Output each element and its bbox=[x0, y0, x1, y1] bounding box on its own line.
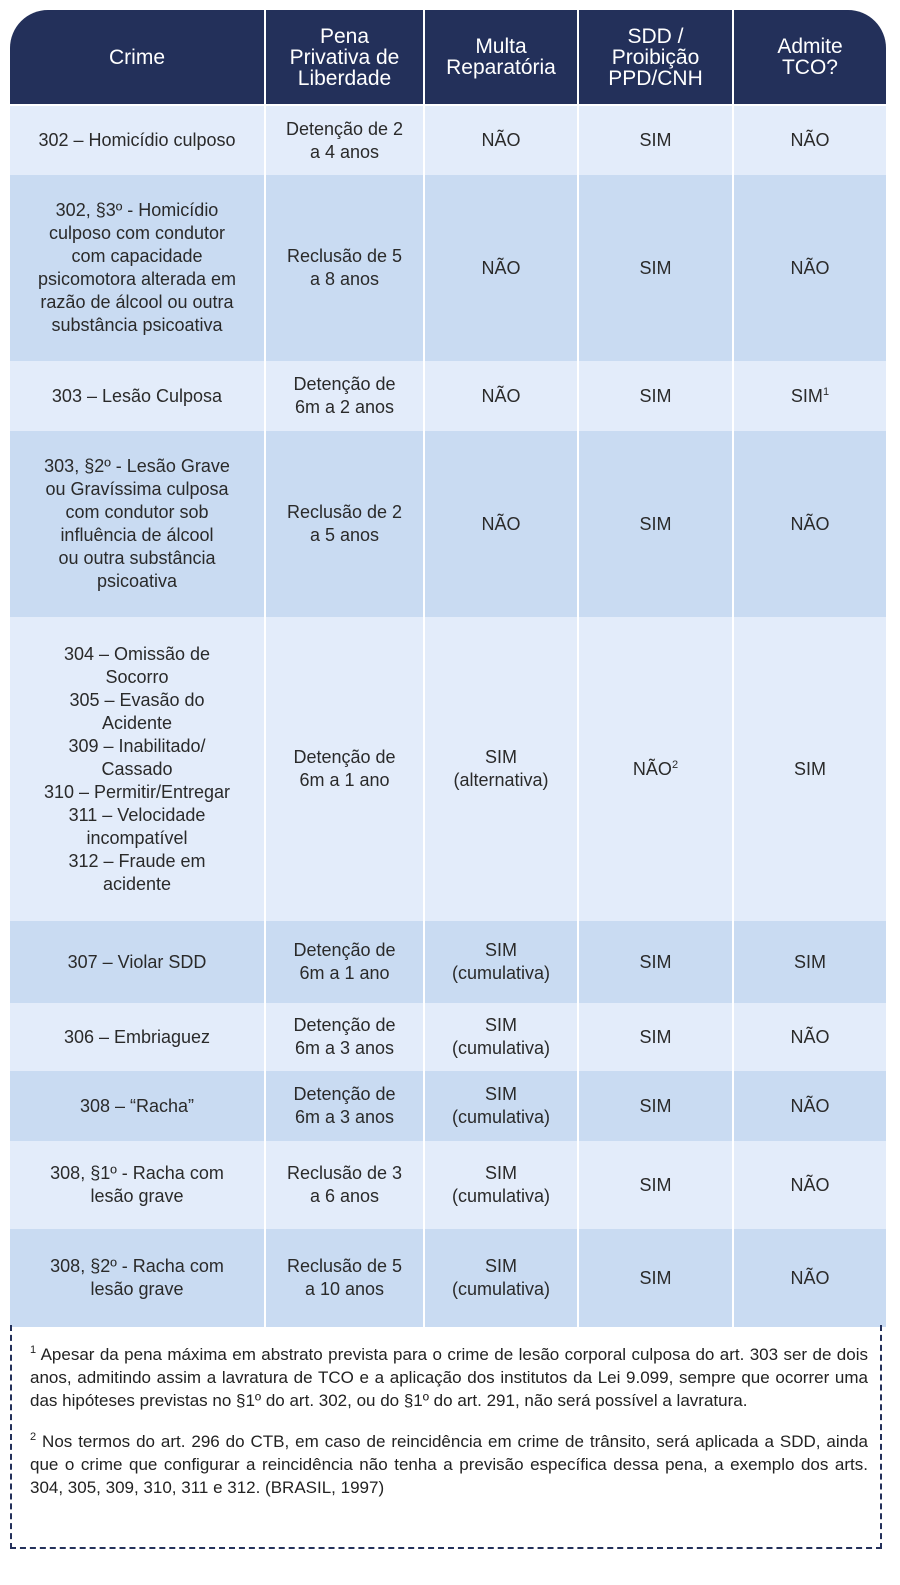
cell-pena-line: a 5 anos bbox=[309, 525, 380, 545]
cell-crime-line: psicoativa bbox=[96, 571, 178, 591]
cell-crime-line: 308, §1º - Racha com bbox=[50, 1163, 224, 1183]
cell-sdd-value: SIM bbox=[639, 385, 672, 406]
cell-pena-line: Reclusão de 2 bbox=[286, 502, 403, 522]
cell-pena-line: Detenção de bbox=[293, 374, 396, 394]
cell-crime bbox=[10, 1229, 265, 1327]
header-sdd-line: SDD / bbox=[627, 24, 684, 48]
cell-multa-line: NÃO bbox=[481, 513, 521, 534]
cell-pena-line: a 10 anos bbox=[304, 1279, 385, 1299]
cell-crime-line: lesão grave bbox=[90, 1186, 184, 1206]
cell-crime-line: 308 – “Racha” bbox=[79, 1095, 195, 1116]
cell-sdd-value: SIM bbox=[639, 1095, 672, 1116]
cell-multa-line: (cumulativa) bbox=[451, 1186, 551, 1206]
header-multa-line: Reparatória bbox=[446, 56, 556, 79]
cell-tco bbox=[733, 105, 886, 175]
header-sdd bbox=[578, 10, 733, 105]
cell-pena-line: Detenção de bbox=[293, 1084, 396, 1104]
cell-crime-line: 309 – Inabilitado/ bbox=[68, 735, 206, 756]
header-pena bbox=[265, 10, 424, 105]
cell-sdd bbox=[578, 431, 733, 617]
cell-pena-line: Reclusão de 5 bbox=[286, 1256, 403, 1276]
cell-tco-value: NÃO bbox=[790, 1267, 830, 1288]
cell-tco-value: SIM bbox=[793, 951, 826, 972]
cell-crime-line: 311 – Velocidade bbox=[68, 804, 206, 825]
cell-multa-line: SIM bbox=[484, 1256, 517, 1276]
cell-crime-line: 306 – Embriaguez bbox=[63, 1026, 211, 1047]
cell-sdd-value: SIM bbox=[639, 951, 672, 972]
cell-tco bbox=[733, 617, 886, 921]
footnote-2-text: Nos termos do art. 296 do CTB, em caso de reincidência em crime de trânsito, será aplicada a SDD, ainda que o crime que configurar a reincidência não tenha a previsão específica dessa pena, a exemplo dos arts. 304, 305, 309, 310, 311 e 312. (BRASIL, 1997) bbox=[30, 1432, 868, 1497]
table-row bbox=[10, 1229, 886, 1327]
cell-multa bbox=[424, 1071, 578, 1141]
cell-sdd bbox=[578, 1003, 733, 1071]
cell-tco bbox=[733, 361, 886, 431]
cell-crime-line: substância psicoativa bbox=[51, 315, 223, 335]
cell-multa bbox=[424, 617, 578, 921]
cell-crime-line: culposo com condutor bbox=[48, 223, 226, 243]
cell-tco-value: NÃO bbox=[790, 130, 830, 150]
header-tco-line: Admite bbox=[777, 35, 843, 58]
cell-crime bbox=[10, 175, 265, 361]
table-row bbox=[10, 617, 886, 921]
cell-multa-line: SIM bbox=[484, 1015, 517, 1035]
cell-sdd-value: SIM bbox=[639, 257, 672, 278]
cell-crime-line: 307 – Violar SDD bbox=[67, 951, 207, 972]
header-pena-line: Privativa de bbox=[289, 45, 400, 69]
cell-crime bbox=[10, 1003, 265, 1071]
cell-multa bbox=[424, 1229, 578, 1327]
cell-pena-line: Reclusão de 3 bbox=[286, 1163, 403, 1183]
cell-crime bbox=[10, 617, 265, 921]
cell-multa-line: NÃO bbox=[481, 257, 521, 278]
table-row bbox=[10, 921, 886, 1003]
cell-sdd bbox=[578, 1141, 733, 1229]
cell-crime-line: 302 – Homicídio culposo bbox=[38, 130, 236, 150]
cell-crime bbox=[10, 1071, 265, 1141]
cell-multa-line: SIM bbox=[484, 940, 517, 960]
cell-crime-line: razão de álcool ou outra bbox=[40, 292, 234, 312]
footnote-1-mark: 1 bbox=[30, 1344, 37, 1356]
cell-tco bbox=[733, 1071, 886, 1141]
cell-tco-value: SIM bbox=[790, 385, 823, 406]
cell-tco bbox=[733, 1229, 886, 1327]
cell-tco-value: NÃO bbox=[790, 1095, 830, 1116]
table-row bbox=[10, 361, 886, 431]
cell-pena bbox=[265, 175, 424, 361]
cell-crime-line: 305 – Evasão do bbox=[69, 689, 205, 710]
table-row bbox=[10, 175, 886, 361]
footnote-1 bbox=[30, 1343, 868, 1412]
cell-pena bbox=[265, 105, 424, 175]
cell-sdd-value: NÃO bbox=[632, 758, 672, 779]
cell-crime-line: 310 – Permitir/Entregar bbox=[43, 781, 231, 802]
cell-pena bbox=[265, 1003, 424, 1071]
cell-pena bbox=[265, 1071, 424, 1141]
cell-tco bbox=[733, 1003, 886, 1071]
cell-tco-value: NÃO bbox=[790, 257, 830, 278]
cell-multa-line: NÃO bbox=[481, 130, 521, 150]
cell-crime-line: 308, §2º - Racha com bbox=[50, 1256, 224, 1276]
cell-multa bbox=[424, 105, 578, 175]
cell-multa bbox=[424, 361, 578, 431]
cell-crime-line: Acidente bbox=[101, 712, 173, 733]
footnote-2-mark: 2 bbox=[30, 1431, 37, 1443]
cell-multa bbox=[424, 1141, 578, 1229]
cell-pena bbox=[265, 1229, 424, 1327]
cell-crime-line: 303 – Lesão Culposa bbox=[51, 385, 223, 406]
cell-multa-line: SIM bbox=[484, 747, 517, 767]
cell-crime-line: com capacidade bbox=[71, 246, 203, 266]
cell-multa-line: (cumulativa) bbox=[451, 963, 551, 983]
cell-crime-line: 302, §3º - Homicídio bbox=[55, 200, 219, 220]
cell-pena-line: a 8 anos bbox=[309, 269, 380, 289]
cell-tco bbox=[733, 175, 886, 361]
cell-tco-value: NÃO bbox=[790, 1026, 830, 1047]
header-pena-line: Liberdade bbox=[297, 66, 392, 90]
footnotes-box bbox=[10, 1325, 882, 1549]
cell-multa bbox=[424, 431, 578, 617]
cell-pena-line: 6m a 2 anos bbox=[294, 397, 395, 417]
header-sdd-line: PPD/CNH bbox=[608, 66, 703, 90]
cell-crime bbox=[10, 431, 265, 617]
cell-crime bbox=[10, 361, 265, 431]
cell-pena-line: 6m a 3 anos bbox=[294, 1038, 395, 1058]
cell-pena bbox=[265, 617, 424, 921]
cell-sdd-value: SIM bbox=[639, 130, 672, 150]
cell-crime-line: 303, §2º - Lesão Grave bbox=[44, 456, 230, 476]
cell-multa bbox=[424, 175, 578, 361]
header-tco-line: TCO? bbox=[781, 56, 838, 79]
cell-pena-line: 6m a 1 ano bbox=[299, 770, 390, 790]
cell-crime bbox=[10, 105, 265, 175]
cell-sdd-value: SIM bbox=[639, 1026, 672, 1047]
cell-multa-line: (cumulativa) bbox=[451, 1279, 551, 1299]
cell-sdd-value: SIM bbox=[639, 1174, 672, 1195]
cell-crime-line: Cassado bbox=[101, 758, 173, 779]
cell-crime-line: lesão grave bbox=[90, 1279, 184, 1299]
cell-tco-footnote-mark: 1 bbox=[822, 385, 830, 398]
cell-crime-line: ou outra substância bbox=[58, 548, 216, 568]
header-pena-line: Pena bbox=[319, 24, 370, 48]
cell-pena-line: Detenção de bbox=[293, 940, 396, 960]
table-row bbox=[10, 431, 886, 617]
cell-pena-line: Detenção de bbox=[293, 1015, 396, 1035]
cell-crime-line: Socorro bbox=[105, 666, 169, 687]
cell-multa-line: SIM bbox=[484, 1084, 517, 1104]
cell-pena-line: 6m a 1 ano bbox=[299, 963, 390, 983]
table-row bbox=[10, 105, 886, 175]
cell-multa bbox=[424, 1003, 578, 1071]
cell-pena bbox=[265, 1141, 424, 1229]
table-header-row bbox=[10, 10, 886, 105]
cell-crime-line: ou Gravíssima culposa bbox=[45, 479, 229, 499]
table-body bbox=[10, 105, 886, 1327]
cell-sdd bbox=[578, 175, 733, 361]
cell-pena-line: Reclusão de 5 bbox=[286, 246, 403, 266]
cell-sdd bbox=[578, 921, 733, 1003]
cell-pena-line: a 6 anos bbox=[309, 1186, 380, 1206]
header-tco bbox=[733, 10, 886, 105]
cell-sdd bbox=[578, 361, 733, 431]
cell-crime-line: 312 – Fraude em bbox=[68, 850, 206, 871]
crimes-table bbox=[10, 10, 886, 1327]
cell-sdd-footnote-mark: 2 bbox=[671, 758, 679, 771]
table-row bbox=[10, 1071, 886, 1141]
cell-multa-line: SIM bbox=[484, 1163, 517, 1183]
cell-crime bbox=[10, 921, 265, 1003]
cell-sdd bbox=[578, 1071, 733, 1141]
cell-sdd bbox=[578, 617, 733, 921]
table-row bbox=[10, 1003, 886, 1071]
table-row bbox=[10, 1141, 886, 1229]
cell-tco-value: SIM bbox=[793, 758, 826, 779]
header-multa bbox=[424, 10, 578, 105]
header-sdd-line: Proibição bbox=[611, 45, 700, 69]
cell-crime-line: influência de álcool bbox=[60, 525, 214, 545]
header-crime: Crime bbox=[10, 10, 265, 105]
cell-multa bbox=[424, 921, 578, 1003]
cell-multa-line: NÃO bbox=[481, 385, 521, 406]
cell-multa-line: (cumulativa) bbox=[451, 1038, 551, 1058]
cell-tco bbox=[733, 1141, 886, 1229]
header-multa-line: Multa bbox=[475, 35, 527, 58]
cell-pena-line: Detenção de bbox=[293, 747, 396, 767]
footnote-1-text: Apesar da pena máxima em abstrato prevista para o crime de lesão corporal culposa do art. 303 ser de dois anos, admitindo assim a lavratura de TCO e a aplicação dos institutos da Lei 9.099, sempre que ocorrer uma das hipóteses previstas no §1º do art. 302, ou do §1º do art. 291, não será possível a lavratura. bbox=[30, 1345, 868, 1410]
cell-pena-line: Detenção de 2 bbox=[285, 118, 404, 139]
cell-pena bbox=[265, 921, 424, 1003]
cell-pena bbox=[265, 361, 424, 431]
cell-pena-line: 6m a 3 anos bbox=[294, 1107, 395, 1127]
cell-crime bbox=[10, 1141, 265, 1229]
cell-sdd bbox=[578, 1229, 733, 1327]
cell-tco-value: NÃO bbox=[790, 513, 830, 534]
crimes-table-wrapper bbox=[10, 10, 886, 1327]
cell-multa-line: (alternativa) bbox=[453, 770, 549, 790]
footnote-2 bbox=[30, 1430, 868, 1499]
cell-crime-line: com condutor sob bbox=[65, 502, 209, 522]
cell-sdd-value: SIM bbox=[639, 1267, 672, 1288]
cell-sdd-value: SIM bbox=[639, 513, 672, 534]
cell-crime-line: acidente bbox=[102, 873, 172, 894]
cell-multa-line: (cumulativa) bbox=[451, 1107, 551, 1127]
cell-tco bbox=[733, 921, 886, 1003]
cell-pena-line: a 4 anos bbox=[309, 141, 380, 162]
cell-crime-line: incompatível bbox=[86, 827, 188, 848]
cell-tco bbox=[733, 431, 886, 617]
cell-sdd bbox=[578, 105, 733, 175]
cell-crime-line: psicomotora alterada em bbox=[37, 269, 237, 289]
cell-tco-value: NÃO bbox=[790, 1174, 830, 1195]
cell-crime-line: 304 – Omissão de bbox=[63, 643, 211, 664]
cell-pena bbox=[265, 431, 424, 617]
